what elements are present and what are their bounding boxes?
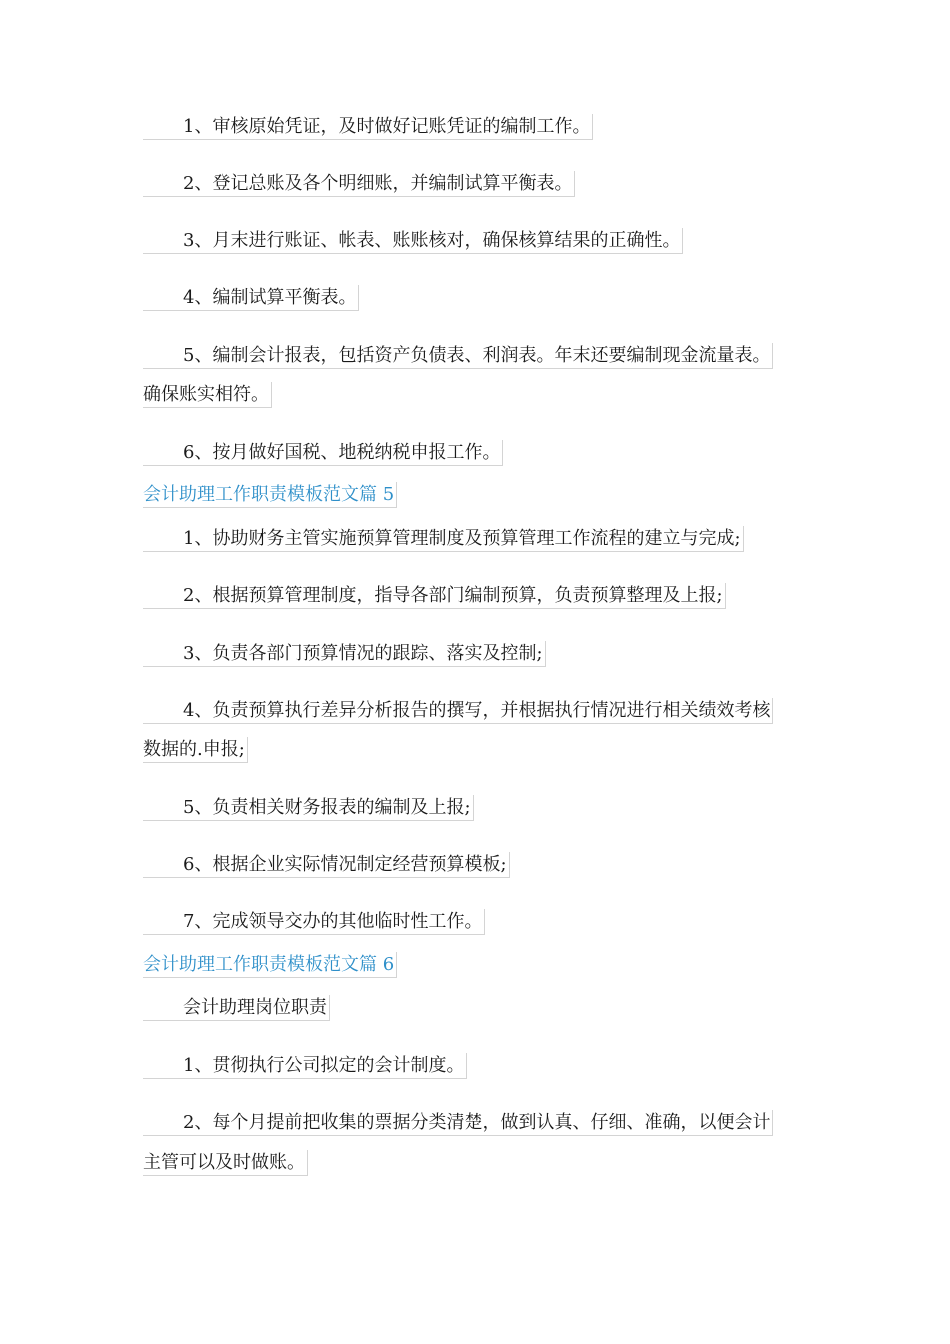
- budget-duty-item-5: 5、负责相关财务报表的编制及上报;: [143, 795, 474, 821]
- duty-item-5-continued: 确保账实相符。: [143, 382, 272, 408]
- budget-duty-item-4-continued: 数据的.申报;: [143, 737, 248, 763]
- assistant-duty-item-2-continued: 主管可以及时做账。: [143, 1150, 308, 1176]
- duty-item-2: 2、登记总账及各个明细账，并编制试算平衡表。: [143, 171, 575, 197]
- section-6-subtitle: 会计助理岗位职责: [143, 995, 330, 1021]
- budget-duty-item-6: 6、根据企业实际情况制定经营预算模板;: [143, 852, 510, 878]
- duty-item-6: 6、按月做好国税、地税纳税申报工作。: [143, 440, 503, 466]
- budget-duty-item-3: 3、负责各部门预算情况的跟踪、落实及控制;: [143, 641, 546, 667]
- section-5-heading: 会计助理工作职责模板范文篇 5: [143, 482, 397, 508]
- budget-duty-item-1: 1、协助财务主管实施预算管理制度及预算管理工作流程的建立与完成;: [143, 526, 744, 552]
- section-6-heading: 会计助理工作职责模板范文篇 6: [143, 952, 397, 978]
- duty-item-1: 1、审核原始凭证，及时做好记账凭证的编制工作。: [143, 114, 593, 140]
- assistant-duty-item-2: 2、每个月提前把收集的票据分类清楚，做到认真、仔细、准确，以便会计: [143, 1110, 773, 1136]
- duty-item-5: 5、编制会计报表，包括资产负债表、利润表。年末还要编制现金流量表。: [143, 343, 773, 369]
- duty-item-3: 3、月末进行账证、帐表、账账核对，确保核算结果的正确性。: [143, 228, 683, 254]
- budget-duty-item-7: 7、完成领导交办的其他临时性工作。: [143, 909, 485, 935]
- budget-duty-item-2: 2、根据预算管理制度，指导各部门编制预算，负责预算整理及上报;: [143, 583, 726, 609]
- assistant-duty-item-1: 1、贯彻执行公司拟定的会计制度。: [143, 1053, 467, 1079]
- duty-item-4: 4、编制试算平衡表。: [143, 285, 359, 311]
- budget-duty-item-4: 4、负责预算执行差异分析报告的撰写，并根据执行情况进行相关绩效考核: [143, 698, 773, 724]
